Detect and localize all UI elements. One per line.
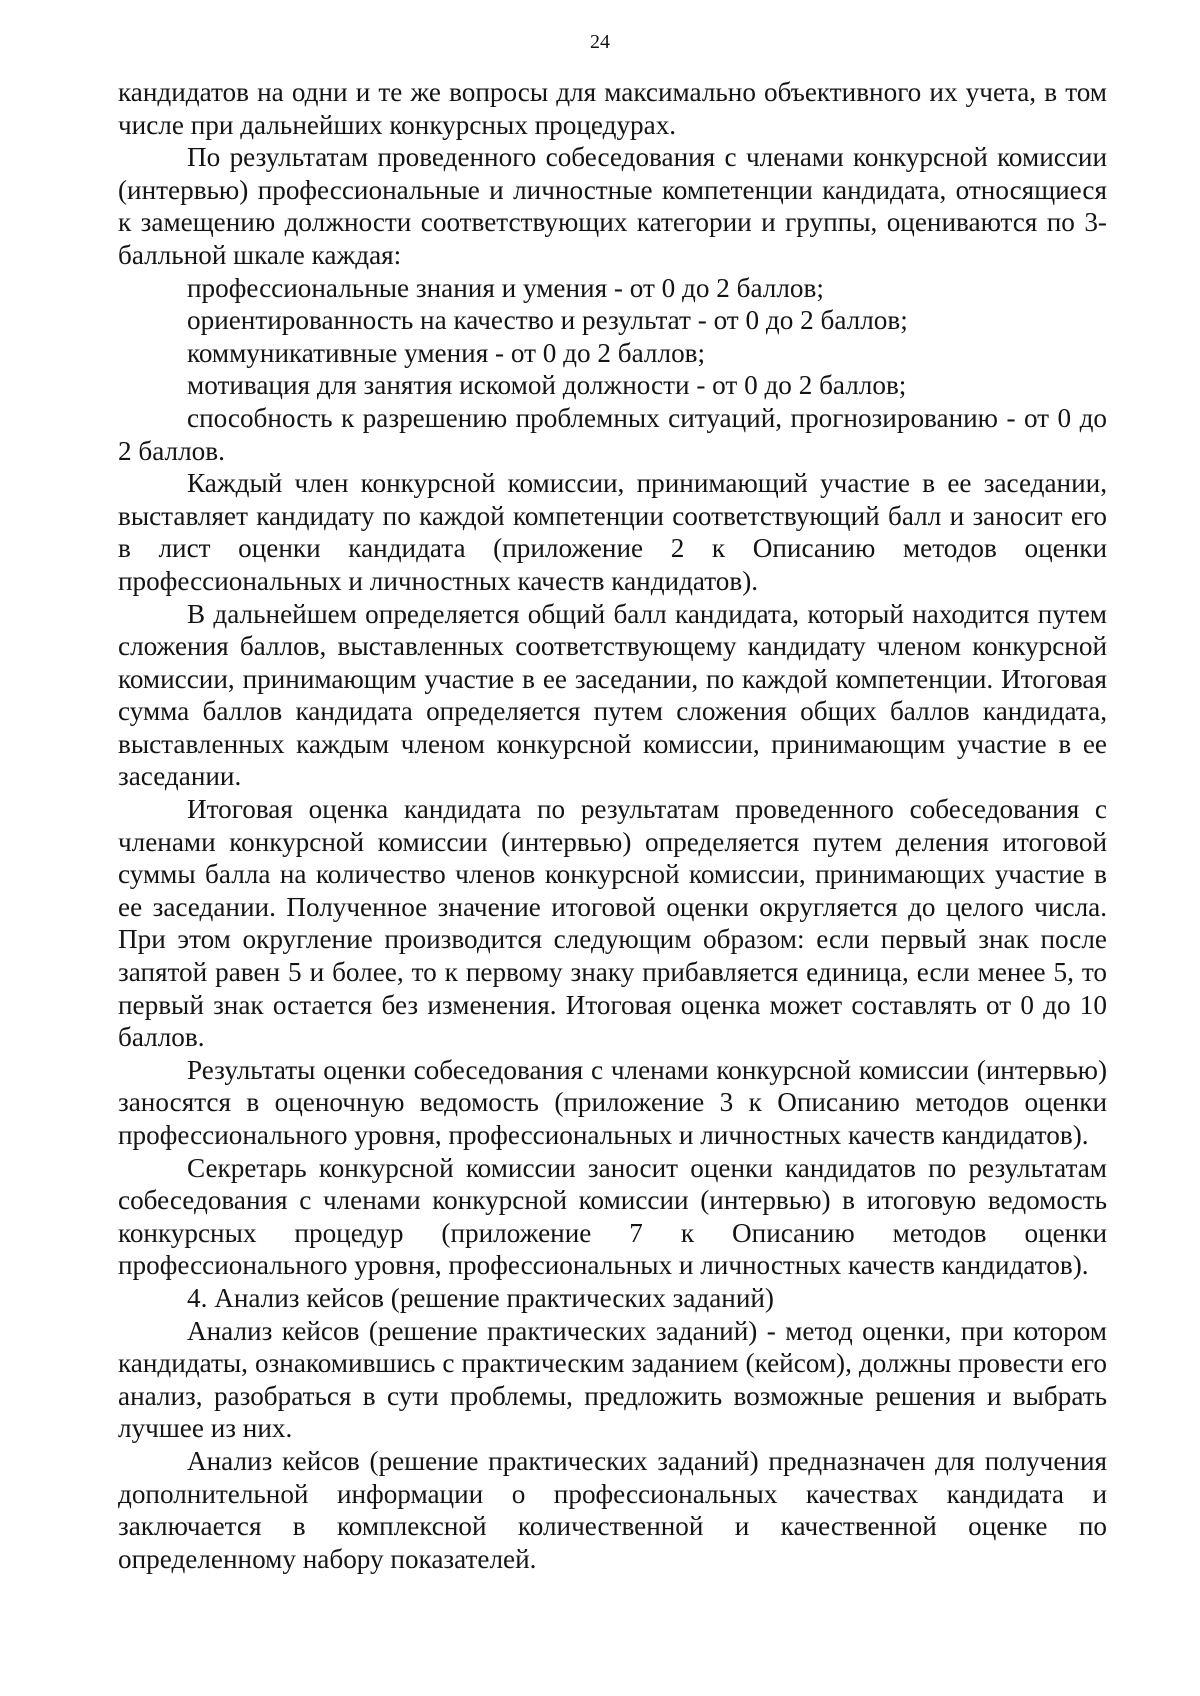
paragraph-final-grade: Итоговая оценка кандидата по результатам проведенного собеседования с членами конкурсной комиссии (интервью) определяется путем деления итоговой суммы балла на количество членов конкурсной комиссии, принимающих участие в ее заседании. Полученное значение итоговой оценки округляется до целого числа. При этом округление производится следующим образом: если первый знак после запятой равен 5 и более, то к первому знаку прибавляется единица, если менее 5, то первый знак остается без изменения. Итоговая оценка может составлять от 0 до 10 баллов. xyxy=(118,794,1107,1053)
list-item-problem-solving: способность к разрешению проблемных ситуаций, прогнозированию - от 0 до 2 баллов. xyxy=(118,402,1107,466)
page-number: 24 xyxy=(590,31,610,53)
list-item-quality-orientation: ориентированность на качество и результат - от 0 до 2 баллов; xyxy=(187,305,908,336)
paragraph-interview-scale: По результатам проведенного собеседования с членами конкурсной комиссии (интервью) профессиональные и личностные компетенции кандидата, относящиеся к замещению должности соответствующих категории и группы, оцениваются по 3-балльной шкале каждая: xyxy=(118,142,1107,270)
paragraph-total-score: В дальнейшем определяется общий балл кандидата, который находится путем сложения баллов, выставленных соответствующему кандидату членом конкурсной комиссии, принимающим участие в ее заседании, по каждой компетенции. Итоговая сумма баллов кандидата определяется путем сложения общих баллов кандидата, выставленных каждым членом конкурсной комиссии, принимающим участие в ее заседании. xyxy=(118,598,1107,792)
paragraph-case-method: Анализ кейсов (решение практических заданий) - метод оценки, при котором кандидаты, ознакомившись с практическим заданием (кейсом), должны провести его анализ, разобраться в сути проблемы, предложить возможные решения и выбрать лучшее из них. xyxy=(118,1315,1107,1444)
list-item-motivation: мотивация для занятия искомой должности - от 0 до 2 баллов; xyxy=(187,370,907,401)
paragraph-secretary: Секретарь конкурсной комиссии заносит оценки кандидатов по результатам собеседования с членами конкурсной комиссии (интервью) в итоговую ведомость конкурсных процедур (приложение 7 к Описанию методов оценки профессионального уровня, профессиональных и личностных качеств кандидатов). xyxy=(118,1152,1107,1281)
paragraph-case-purpose: Анализ кейсов (решение практических заданий) предназначен для получения дополнительной информации о профессиональных качествах кандидата и заключается в комплексной количественной и качественной оценке по определенному набору показателей. xyxy=(118,1445,1107,1574)
paragraph-member-scoring: Каждый член конкурсной комиссии, принимающий участие в ее заседании, выставляет кандидату по каждой компетенции соответствующий балл и заносит его в лист оценки кандидата (приложение 2 к Описанию методов оценки профессиональных и личностных качеств кандидатов). xyxy=(118,468,1107,596)
paragraph-results-sheet: Результаты оценки собеседования с членами конкурсной комиссии (интервью) заносятся в оценочную ведомость (приложение 3 к Описанию методов оценки профессионального уровня, профессиональных и личностных качеств кандидатов). xyxy=(118,1054,1107,1150)
document-body xyxy=(118,76,1107,1575)
paragraph-continuation: кандидатов на одни и те же вопросы для максимально объективного их учета, в том числе при дальнейших конкурсных процедурах. xyxy=(118,77,1107,140)
section-heading-case-analysis: 4. Анализ кейсов (решение практических заданий) xyxy=(187,1282,774,1313)
list-item-communication-skills: коммуникативные умения - от 0 до 2 баллов; xyxy=(187,337,706,368)
list-item-professional-knowledge: профессиональные знания и умения - от 0 до 2 баллов; xyxy=(187,272,824,303)
